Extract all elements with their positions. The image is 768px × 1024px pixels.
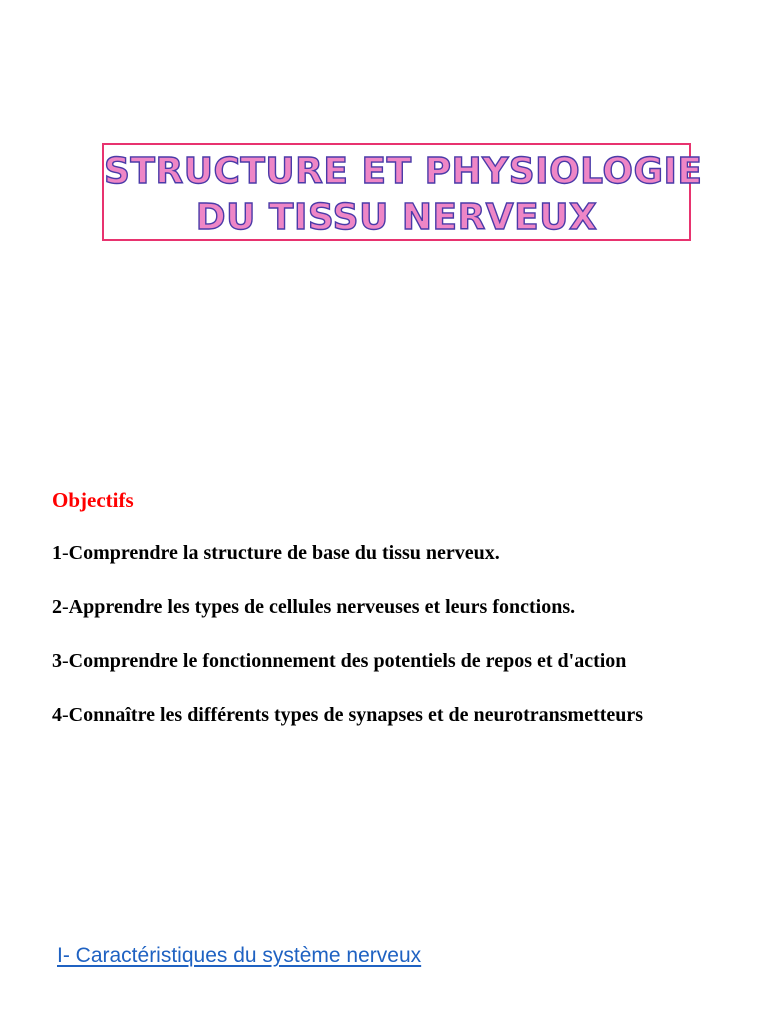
title-line-2: DU TISSU NERVEUX (195, 197, 598, 238)
objective-text: Comprendre le fonctionnement des potentiels de repos et d'action (68, 650, 627, 672)
objective-text: Apprendre les types de cellules nerveuses et leurs fonctions. (68, 596, 576, 618)
objective-number: 2 (52, 596, 62, 618)
objectifs-heading: Objectifs (52, 488, 134, 512)
objective-item-4: 4-Connaître les différents types de synapses et de neurotransmetteurs (52, 704, 644, 726)
objective-item-3: 3-Comprendre le fonctionnement des potentiels de repos et d'action (52, 650, 627, 672)
objective-text: Comprendre la structure de base du tissu nerveux. (68, 542, 500, 564)
section-heading: I- Caractéristiques du système nerveux (57, 944, 422, 967)
objective-number: 3 (52, 650, 62, 672)
title-line-1: STRUCTURE ET PHYSIOLOGIE (104, 151, 703, 192)
title-box (102, 143, 703, 241)
objective-number: 4 (52, 704, 62, 726)
objective-number: 1 (52, 542, 62, 564)
objective-item-1: 1-Comprendre la structure de base du tissu nerveux. (52, 542, 500, 564)
objective-text: Connaître les différents types de synapses et de neurotransmetteurs (68, 704, 644, 726)
objective-item-2: 2-Apprendre les types de cellules nerveuses et leurs fonctions. (52, 596, 576, 618)
